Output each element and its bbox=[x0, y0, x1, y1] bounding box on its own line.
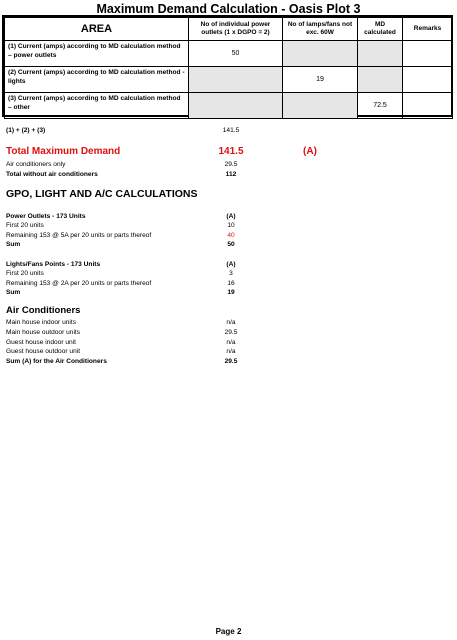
cell-md bbox=[358, 41, 403, 67]
without-ac-label: Total without air conditioners bbox=[6, 171, 98, 178]
ac-only-label: Air conditioners only bbox=[6, 161, 66, 168]
total-md-label: Total Maximum Demand bbox=[6, 146, 121, 157]
header-lamps: No of lamps/fans not exc. 60W bbox=[283, 18, 358, 41]
lights-line-value: 3 bbox=[229, 270, 233, 277]
cell-lamps: 19 bbox=[283, 67, 358, 93]
cell-md: 72.5 bbox=[358, 93, 403, 119]
ac-only-value: 29.5 bbox=[224, 161, 238, 168]
md-table bbox=[4, 17, 453, 119]
lights-line-label: Remaining 153 @ 2A per 20 units or parts thereof bbox=[6, 280, 152, 287]
cell-lamps bbox=[283, 41, 358, 67]
ac-line-value: n/a bbox=[226, 319, 236, 326]
row-label: (2) Current (amps) according to MD calculation method - lights bbox=[5, 67, 189, 93]
lights-unit: (A) bbox=[226, 261, 236, 268]
table-row bbox=[5, 93, 453, 119]
cell-md bbox=[358, 67, 403, 93]
table-row bbox=[5, 41, 453, 67]
power-unit: (A) bbox=[226, 213, 236, 220]
lights-line-label: Sum bbox=[6, 289, 21, 296]
cell-outlets: 50 bbox=[189, 41, 283, 67]
table-header-row bbox=[5, 18, 453, 41]
row-label: (1) Current (amps) according to MD calculation method – power outlets bbox=[5, 41, 189, 67]
power-line-label: First 20 units bbox=[6, 222, 44, 229]
ac-line-value: n/a bbox=[226, 348, 236, 355]
ac-heading: Air Conditioners bbox=[6, 305, 81, 316]
cell-outlets bbox=[189, 93, 283, 119]
header-remarks: Remarks bbox=[403, 18, 453, 41]
sum-line-value: 141.5 bbox=[222, 127, 240, 134]
page-number: Page 2 bbox=[215, 627, 242, 636]
lights-line-label: First 20 units bbox=[6, 270, 44, 277]
gpo-heading: GPO, LIGHT AND A/C CALCULATIONS bbox=[6, 188, 198, 200]
cell-remarks bbox=[403, 67, 453, 93]
power-line-value: 50 bbox=[227, 241, 235, 248]
cell-outlets bbox=[189, 67, 283, 93]
total-md-value: 141.5 bbox=[218, 146, 244, 157]
page-title: Maximum Demand Calculation - Oasis Plot 3 bbox=[96, 2, 361, 16]
cell-remarks bbox=[403, 41, 453, 67]
power-line-value: 40 bbox=[227, 232, 235, 239]
ac-line-label: Guest house indoor unit bbox=[6, 339, 77, 346]
cell-remarks bbox=[403, 93, 453, 119]
ac-line-label: Guest house outdoor unit bbox=[6, 348, 81, 355]
lights-line-value: 19 bbox=[227, 289, 235, 296]
cell-lamps bbox=[283, 93, 358, 119]
power-heading: Power Outlets - 173 Units bbox=[6, 213, 86, 220]
ac-line-value: n/a bbox=[226, 339, 236, 346]
lights-heading: Lights/Fans Points - 173 Units bbox=[6, 261, 101, 268]
power-line-value: 10 bbox=[227, 222, 235, 229]
lights-line-value: 16 bbox=[227, 280, 235, 287]
row-label: (3) Current (amps) according to MD calculation method – other bbox=[5, 93, 189, 119]
header-outlets: No of individual power outlets (1 x DGPO = 2) bbox=[189, 18, 283, 41]
ac-line-label: Main house indoor units bbox=[6, 319, 77, 326]
sum-line-label: (1) + (2) + (3) bbox=[6, 127, 46, 134]
ac-line-value: 29.5 bbox=[224, 329, 238, 336]
header-md: MD calculated bbox=[358, 18, 403, 41]
ac-line-label: Main house outdoor units bbox=[6, 329, 81, 336]
power-line-label: Remaining 153 @ 5A per 20 units or parts thereof bbox=[6, 232, 152, 239]
without-ac-value: 112 bbox=[225, 171, 237, 178]
power-line-label: Sum bbox=[6, 241, 21, 248]
ac-line-label: Sum (A) for the Air Conditioners bbox=[6, 358, 107, 365]
table-row bbox=[5, 67, 453, 93]
ac-line-value: 29.5 bbox=[224, 358, 238, 365]
total-md-unit: (A) bbox=[303, 146, 317, 157]
header-area: AREA bbox=[5, 18, 189, 41]
